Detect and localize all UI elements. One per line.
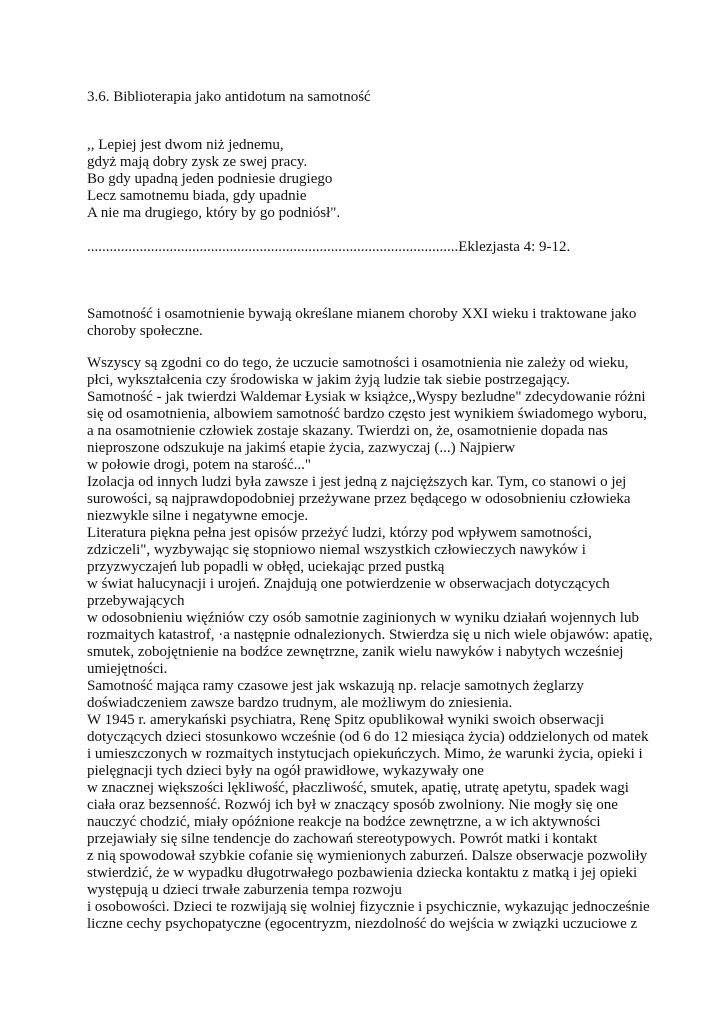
body-line: a na osamotnienie człowiek zostaje skazany. Twierdzi on, że, osamotnienie dopada nas — [87, 423, 608, 439]
body-line: stwierdzić, że w wypadku długotrwałego pozbawienia dziecka kontaktu z matką i jej opieki — [87, 865, 638, 881]
body-line: z nią spowodował szybkie cofanie się wymienionych zaburzeń. Dalsze obserwacje pozwoliły — [87, 848, 648, 864]
body-line: Izolacja od innych ludzi była zawsze i jest jedną z najcięższych kar. Tym, co stanowi o jej — [87, 474, 627, 490]
body-line: zdziczeli", wyzbywając się stopniowo niemal wszystkich człowieczych nawyków i — [87, 542, 586, 558]
intro-line: choroby społeczne. — [87, 323, 203, 339]
body-line: Samotność - jak twierdzi Waldemar Łysiak w książce,,Wyspy bezludne" zdecydowanie różni — [87, 389, 646, 405]
body-line: i osobowości. Dzieci te rozwijają się wolniej fizycznie i psychicznie, wykazując jednocześnie — [87, 899, 650, 915]
body-line: nauczyć chodzić, miały opóźnione reakcje na bodźce zewnętrzne, a w ich aktywności — [87, 814, 601, 830]
body-line: i umieszczonych w rozmaitych instytucjach opiekuńczych. Mimo, że warunki życia, opieki i — [87, 746, 643, 762]
body-line: niezwykle silne i negatywne emocje. — [87, 508, 309, 524]
body-line: pielęgnacji tych dzieci były na ogół prawidłowe, wykazywały one — [87, 763, 484, 779]
intro-line: Samotność i osamotnienie bywają określane mianem choroby XXI wieku i traktowane jako — [87, 306, 637, 322]
quote-line: gdyż mają dobry zysk ze swej pracy. — [87, 154, 308, 170]
body-line: Literatura piękna pełna jest opisów przeżyć ludzi, którzy pod wpływem samotności, — [87, 525, 592, 541]
body-line: Wszyscy są zgodni co do tego, że uczucie samotności i osamotnienia nie zależy od wieku, — [87, 355, 629, 371]
body-line: smutek, zobojętnienie na bodźce zewnętrzne, zanik wielu nawyków i nabytych wcześniej — [87, 644, 624, 660]
body-line: przyzwyczajeń lub popadli w obłęd, uciekając przed pustką — [87, 559, 445, 575]
body-line: płci, wykształcenia czy środowiska w jakim żyją ludzie tak siebie postrzegający. — [87, 372, 571, 388]
body-line: umiejętności. — [87, 661, 168, 677]
body-line: W 1945 r. amerykański psychiatra, Renę Spitz opublikował wyniki swoich obserwacji — [87, 712, 605, 728]
body-line: w świat halucynacji i urojeń. Znajdują one potwierdzenie w obserwacjach dotyczących — [87, 576, 610, 592]
body-line: przejawiały się silne tendencje do zachowań stereotypowych. Powrót matki i kontakt — [87, 831, 598, 847]
body-line: Samotność mająca ramy czasowe jest jak wskazują np. relacje samotnych żeglarzy — [87, 678, 584, 694]
quote-line: Bo gdy upadną jeden podniesie drugiego — [87, 171, 333, 187]
quote-line: Lecz samotnemu biada, gdy upadnie — [87, 188, 307, 204]
body-line: rozmaitych katastrof, ·a następnie odnalezionych. Stwierdza się u nich wiele objawów: apatię, — [87, 627, 653, 643]
body-line: w odosobnieniu więźniów czy osób samotnie zaginionych w wyniku działań wojennych lub — [87, 610, 639, 626]
body-line: występują u dzieci trwałe zaburzenia tempa rozwoju — [87, 882, 402, 898]
body-line: w połowie drogi, potem na starość..." — [87, 457, 311, 473]
body-line: przebywających — [87, 593, 185, 609]
body-line: dotyczących dzieci stosunkowo wcześnie (od 6 do 12 miesiąca życia) oddzielonych od matek — [87, 729, 649, 745]
body-line: surowości, są najprawdopodobniej przeżywane przez będącego w odosobnieniu człowieka — [87, 491, 631, 507]
body-line: ciała oraz bezsenność. Rozwój ich był w znaczący sposób zwolniony. Nie mogły się one — [87, 797, 618, 813]
quote-line: A nie ma drugiego, który by go podniósł". — [87, 205, 341, 221]
body-line: nieproszone odszukuje na jakimś etapie życia, zazwyczaj (...) Najpierw — [87, 440, 516, 456]
quote-citation: ...................................................................................................Eklezjasta 4: 9-12. — [87, 239, 571, 255]
body-line: się od osamotnienia, albowiem samotność bardzo często jest wynikiem świadomego wyboru, — [87, 406, 647, 422]
section-heading: 3.6. Biblioterapia jako antidotum na samotność — [87, 89, 371, 105]
body-line: doświadczeniem zawsze bardzo trudnym, ale możliwym do zniesienia. — [87, 695, 513, 711]
body-line: w znacznej większości lękliwość, płaczliwość, smutek, apatię, utratę apetytu, spadek wagi — [87, 780, 629, 796]
quote-line: ,, Lepiej jest dwom niż jednemu, — [87, 137, 284, 153]
body-line: liczne cechy psychopatyczne (egocentryzm, niezdolność do wejścia w związki uczuciowe z — [87, 916, 638, 932]
